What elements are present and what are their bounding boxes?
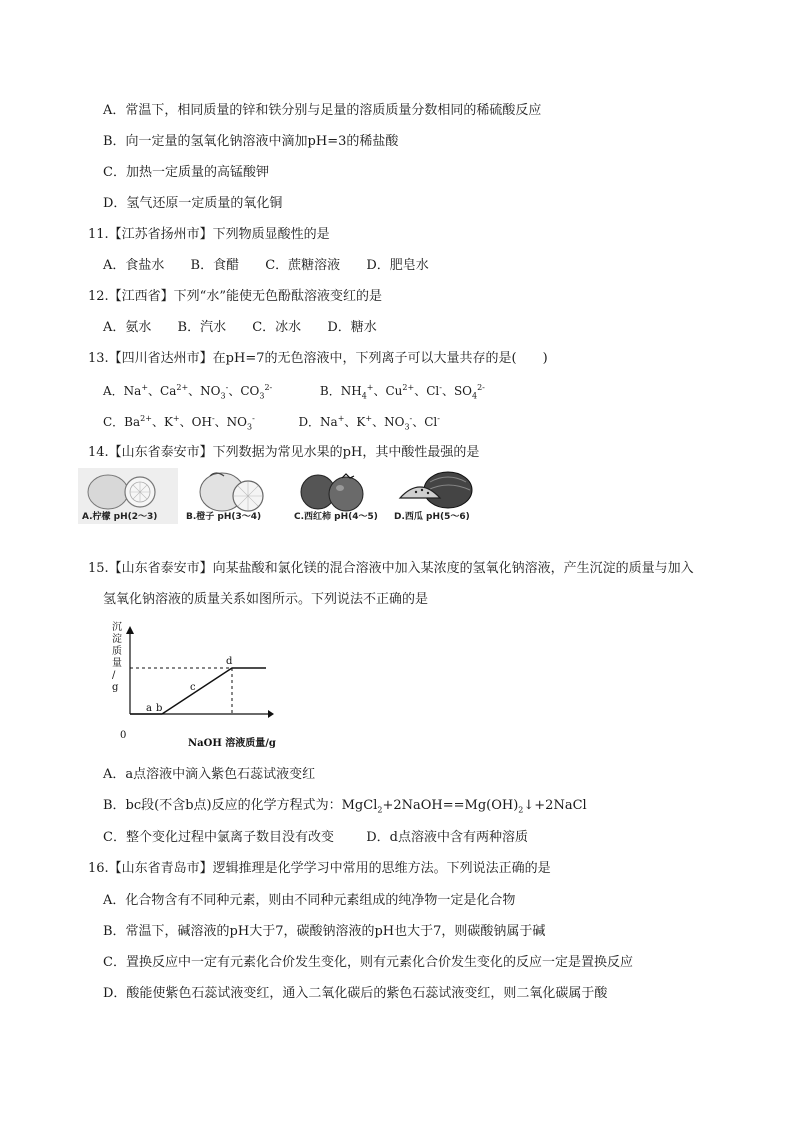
graph-ylabel — [112, 621, 122, 693]
graph-y-arrow — [126, 626, 134, 634]
q15-options-cd — [103, 829, 528, 847]
graph-ylabel-char: 沉 — [112, 622, 122, 633]
q13-option-c: C．$Ba^{2+}$、K+、OH-、$NO_3^-$ — [103, 414, 255, 432]
q12-options — [103, 319, 377, 337]
q11-option-a: A．食盐水 — [103, 258, 165, 273]
q11-options — [103, 257, 429, 275]
q13-stem: 13.【四川省达州市】在pH=7的无色溶液中，下列离子可以大量共存的是( ) — [88, 351, 548, 366]
q15-stem-line-1: 15.【山东省泰安市】向某盐酸和氯化镁的混合溶液中加入某浓度的氢氧化钠溶液，产生沉淀的质量与加入 — [88, 561, 694, 576]
graph-point-c: c — [190, 682, 196, 693]
graph-point-b: b — [156, 703, 163, 714]
q10-option-a: A．常温下，相同质量的锌和铁分别与足量的溶质质量分数相同的稀硫酸反应 — [103, 103, 542, 118]
graph-ylabel-char: 量 — [112, 658, 122, 669]
q10-option-c: C．加热一定质量的高锰酸钾 — [103, 165, 269, 180]
graph-point-d: d — [226, 656, 233, 667]
fruit-c-label: C.西红柿 pH(4～5) — [294, 512, 378, 522]
q12-option-d: D．糖水 — [327, 320, 377, 335]
q16-option-d: D．酸能使紫色石蕊试液变红，通入二氧化碳后的紫色石蕊试液变红，则二氧化碳属于酸 — [103, 986, 608, 1001]
q12-option-c: C．冰水 — [252, 320, 302, 335]
graph-point-a: a — [146, 703, 152, 714]
graph-origin: 0 — [120, 730, 127, 741]
q15-stem-line-2: 氢氧化钠溶液的质量关系如图所示。下列说法不正确的是 — [103, 592, 429, 607]
q15-option-b: B．bc段(不含b点)反应的化学方程式为：$MgCl_2+2NaOH==Mg(OH)_2↓+2NaCl$ — [103, 798, 587, 815]
q13-row-1 — [103, 382, 485, 400]
q11-option-c: C．蔗糖溶液 — [265, 258, 341, 273]
fruit-b — [182, 468, 282, 524]
q10-option-d: D．氢气还原一定质量的氧化铜 — [103, 196, 283, 211]
fruit-images — [78, 468, 484, 524]
graph-ylabel-char: 质 — [112, 646, 122, 657]
q12-stem: 12.【江西省】下列“水”能使无色酚酞溶液变红的是 — [88, 289, 382, 304]
fruit-a — [78, 468, 178, 524]
q15-option-a: A．a点溶液中滴入紫色石蕊试液变红 — [103, 767, 316, 782]
q10-option-b: B．向一定量的氢氧化钠溶液中滴加pH=3的稀盐酸 — [103, 134, 399, 149]
q16-option-c: C．置换反应中一定有元素化合价发生变化，则有元素化合价发生变化的反应一定是置换反应 — [103, 955, 633, 970]
q11-stem: 11.【江苏省扬州市】下列物质显酸性的是 — [88, 227, 330, 242]
fruit-d-label: D.西瓜 pH(5～6) — [394, 512, 470, 522]
fruit-a-label: A.柠檬 pH(2～3) — [82, 512, 158, 522]
graph-x-arrow — [268, 710, 274, 718]
q16-option-a: A．化合物含有不同种元素，则由不同种元素组成的纯净物一定是化合物 — [103, 893, 516, 908]
q16-stem: 16.【山东省青岛市】逻辑推理是化学学习中常用的思维方法。下列说法正确的是 — [88, 861, 551, 876]
q15-option-c: C．整个变化过程中氯离子数目没有改变 — [103, 830, 334, 845]
q12-option-a: A．氨水 — [103, 320, 152, 335]
graph-ylabel-char: 淀 — [112, 634, 122, 645]
q13-option-b: B．$NH_4^+$、$Cu^{2+}$、Cl-、$SO_4^{2-}$ — [319, 383, 485, 401]
fruit-b-label: B.橙子 pH(3～4) — [186, 512, 262, 522]
fruit-c — [290, 468, 382, 524]
fruit-d — [390, 468, 484, 524]
q11-option-d: D．肥皂水 — [366, 258, 429, 273]
q15-option-d: D．d点溶液中含有两种溶质 — [366, 830, 528, 845]
q13-option-d: D．Na+、K+、$NO_3^-$、Cl- — [298, 414, 440, 432]
precipitation-graph — [110, 618, 290, 750]
q13-option-a: A．Na+、$Ca^{2+}$、$NO_3^-$、$CO_3^{2-}$ — [103, 383, 273, 401]
graph-xlabel: NaOH 溶液质量/g — [188, 738, 276, 749]
graph-ylabel-char: / — [112, 670, 116, 681]
q16-option-b: B．常温下，碱溶液的pH大于7，碳酸钠溶液的pH也大于7，则碳酸钠属于碱 — [103, 924, 546, 939]
graph-ylabel-char: g — [112, 682, 119, 693]
q12-option-b: B．汽水 — [177, 320, 227, 335]
q11-option-b: B．食醋 — [190, 258, 240, 273]
q14-stem: 14.【山东省泰安市】下列数据为常见水果的pH，其中酸性最强的是 — [88, 445, 480, 460]
q13-row-2 — [103, 413, 440, 431]
